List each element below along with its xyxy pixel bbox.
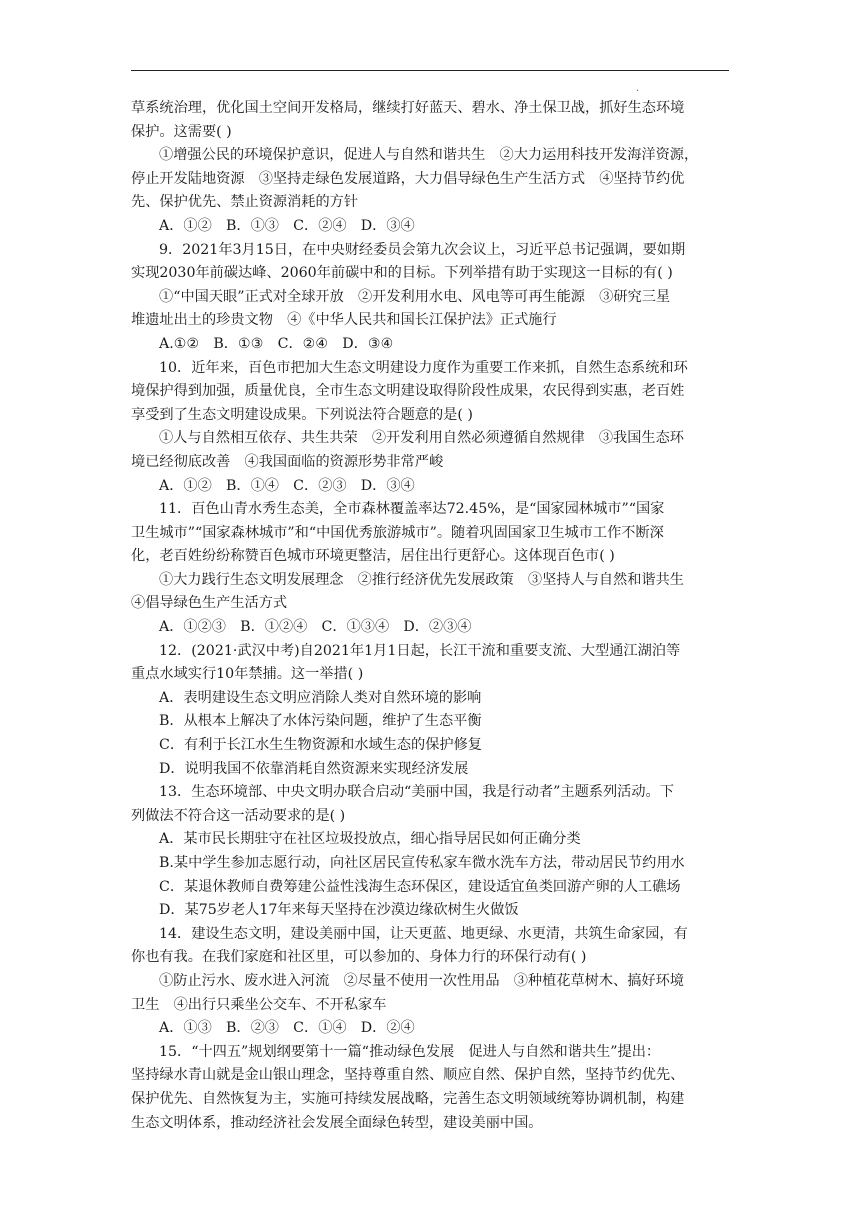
text-line: 化，老百姓纷纷称赞百色城市环境更整洁，居住出行更舒心。这体现百色市( ) <box>131 548 615 565</box>
text-line: 列做法不符合这一活动要求的是( ) <box>131 807 346 824</box>
option-c: C．有利于长江水生生物资源和水域生态的保护修复 <box>159 737 482 754</box>
option-line: ①增强公民的环境保护意识，促进人与自然和谐共生 ②大力运用科技开发海洋资源， <box>159 147 699 164</box>
answer-choices: A．①③ B．②③ C．①④ D．②④ <box>159 1020 415 1037</box>
option-b: B.某中学生参加志愿行动，向社区居民宣传私家车微水洗车方法，带动居民节约用水 <box>159 855 685 871</box>
text-line: 保护优先、自然恢复为主，实施可持续发展战略，完善生态文明领域统筹协调机制，构建 <box>131 1090 685 1107</box>
document-body <box>131 97 731 1135</box>
text-line: 你也有我。在我们家庭和社区里，可以参加的、身体力行的环保行动有( ) <box>131 949 587 966</box>
option-d: D．某75岁老人17年来每天坚持在沙漠边缘砍树生火做饭 <box>159 902 519 919</box>
option-line: 境已经彻底改善 ④我国面临的资源形势非常严峻 <box>131 453 444 470</box>
option-line: ①防止污水、废水进入河流 ②尽量不使用一次性用品 ③种植花草树木、搞好环境 <box>159 972 684 989</box>
question-11: 11．百色山青水秀生态美，全市森林覆盖率达72.45%，是“国家园林城市”“国家 <box>159 501 665 518</box>
answer-choices: A．①② B．①③ C．②④ D．③④ <box>159 217 415 234</box>
header-rule <box>131 70 729 71</box>
option-line: 卫生 ④出行只乘坐公交车、不开私家车 <box>131 996 387 1013</box>
text-line: 实现2030年前碳达峰、2060年前碳中和的目标。下列举措有助于实现这一目标的有( ) <box>131 265 673 282</box>
text-line: 坚持绿水青山就是金山银山理念，坚持尊重自然、顺应自然、保护自然，坚持节约优先、 <box>131 1067 685 1084</box>
question-14: 14．建设生态文明，建设美丽中国，让天更蓝、地更绿、水更清，共筑生命家园，有 <box>159 925 688 942</box>
option-line: ①人与自然相互依存、共生共荣 ②开发利用自然必须遵循自然规律 ③我国生态环 <box>159 430 684 447</box>
question-10: 10．近年来，百色市把加大生态文明建设力度作为重要工作来抓，自然生态系统和环 <box>159 359 688 376</box>
question-9: 9．2021年3月15日，在中央财经委员会第九次会议上，习近平总书记强调，要如期 <box>159 241 686 258</box>
option-d: D．说明我国不依靠消耗自然资源来实现经济发展 <box>159 760 469 777</box>
option-line: 先、保护优先、禁止资源消耗的方针 <box>131 194 359 211</box>
answer-choices: A．①②③ B．①②④ C．①③④ D．②③④ <box>159 619 472 636</box>
text-line: 境保护得到加强，质量优良，全市生态文明建设取得阶段性成果，农民得到实惠，老百姓 <box>131 383 685 400</box>
option-c: C．某退休教师自费筹建公益性浅海生态环保区，建设适宜鱼类回游产卵的人工礁场 <box>159 878 681 895</box>
text-line: 生态文明体系，推动经济社会发展全面绿色转型，建设美丽中国。 <box>131 1114 543 1131</box>
option-line: ①大力践行生态文明发展理念 ②推行经济优先发展政策 ③坚持人与自然和谐共生 <box>159 571 684 588</box>
question-13: 13．生态环境部、中央文明办联合启动“美丽中国，我是行动者”主题系列活动。下 <box>159 784 674 801</box>
text-line: 保护。这需要( ) <box>131 123 232 140</box>
question-15: 15．“十四五”规划纲要第十一篇“推动绿色发展 促进人与自然和谐共生”提出： <box>159 1043 661 1060</box>
header-dot: · <box>636 86 640 97</box>
answer-choices: A.①② B．①③ C．②④ D．③④ <box>159 335 394 352</box>
text-line: 草系统治理，优化国土空间开发格局，继续打好蓝天、碧水、净土保卫战，抓好生态环境 <box>131 100 685 116</box>
option-line: 停止开发陆地资源 ③坚持走绿色发展道路，大力倡导绿色生产生活方式 ④坚持节约优 <box>131 170 685 187</box>
option-a: A．表明建设生态文明应消除人类对自然环境的影响 <box>159 689 482 706</box>
text-line: 卫生城市”“国家森林城市”和“中国优秀旅游城市”。随着巩固国家卫生城市工作不断深 <box>131 524 664 541</box>
option-b: B．从根本上解决了水体污染问题，维护了生态平衡 <box>159 713 482 730</box>
option-line: ④倡导绿色生产生活方式 <box>131 595 288 612</box>
option-line: ①“中国天眼”正式对全球开放 ②开发利用水电、风电等可再生能源 ③研究三星 <box>159 288 671 305</box>
answer-choices: A．①② B．①④ C．②③ D．③④ <box>159 477 415 494</box>
text-line: 重点水域实行10年禁捕。这一举措( ) <box>131 666 364 683</box>
option-a: A．某市民长期驻守在社区垃圾投放点，细心指导居民如何正确分类 <box>159 831 581 848</box>
text-line: 享受到了生态文明建设成果。下列说法符合题意的是( ) <box>131 406 473 423</box>
option-line: 堆遗址出土的珍贵文物 ④《中华人民共和国长江保护法》正式施行 <box>131 312 557 329</box>
question-12: 12．(2021·武汉中考)自2021年1月1日起，长江干流和重要支流、大型通江湖泊等 <box>159 642 681 659</box>
